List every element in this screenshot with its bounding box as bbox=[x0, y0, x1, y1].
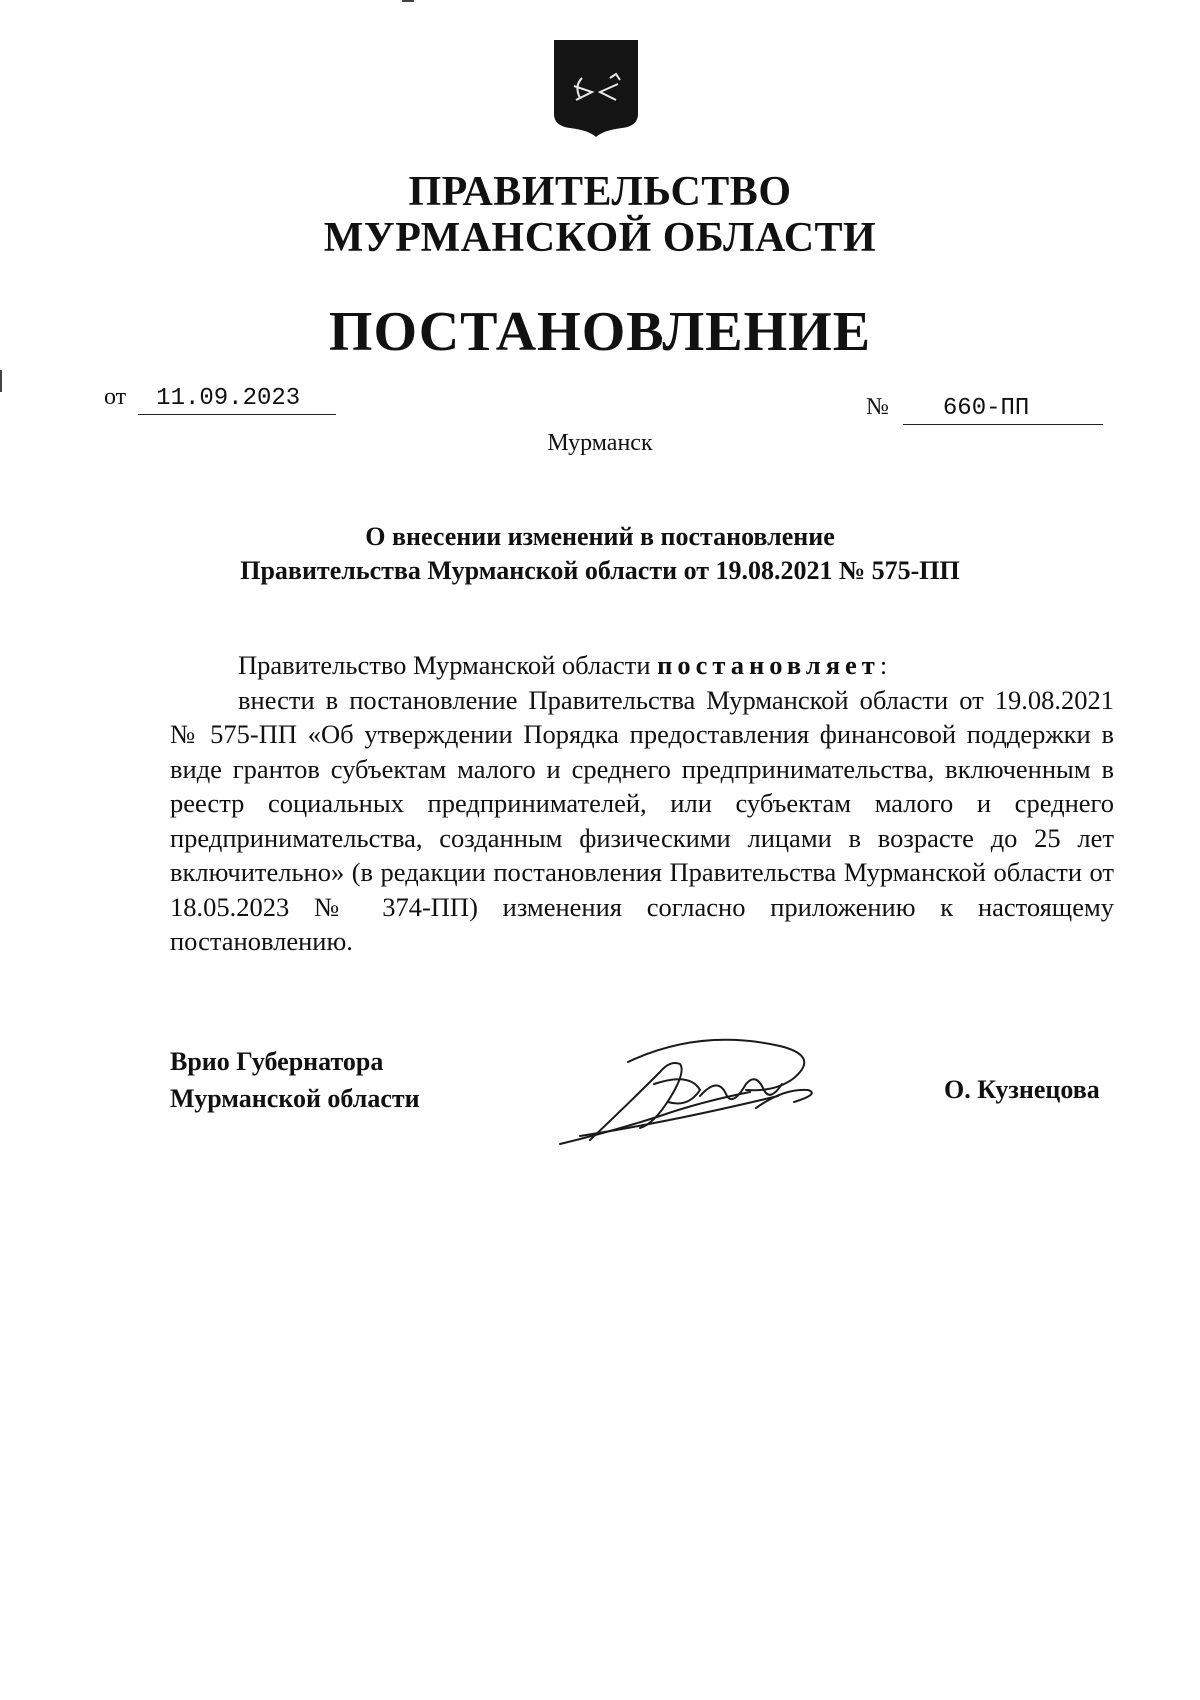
handwritten-signature-icon bbox=[550, 1032, 860, 1152]
number-prefix: № bbox=[866, 394, 889, 420]
scan-mark-top bbox=[402, 0, 414, 2]
document-subject bbox=[0, 520, 1200, 588]
decree-verb: постановляет bbox=[657, 650, 880, 680]
body-paragraph-2: внести в постановление Правительства Мурманской области от 19.08.2021 № 575-ПП «Об утверждении Порядка предоставления финансовой поддержки в виде грантов субъектам малого и среднего предпринимательства, включенным в реестр социальных предпринимателей, или субъектам малого и среднего предпринимательства, созданным физическими лицами в возрасте до 25 лет включительно» (в редакции постановления Правительства Мурманской области от 18.05.2023 № 374-ПП) изменения согласно приложению к настоящему постановлению. bbox=[170, 684, 1114, 956]
document-type-title: ПОСТАНОВЛЕНИЕ bbox=[328, 301, 872, 363]
position-line1: Врио Губернатора bbox=[170, 1047, 384, 1076]
government-name-line1: ПРАВИТЕЛЬСТВО bbox=[408, 169, 792, 215]
signatory-name: О. Кузнецова bbox=[944, 1075, 1100, 1104]
city: Мурманск bbox=[547, 430, 653, 456]
document-date: 11.09.2023 bbox=[138, 384, 336, 415]
coat-of-arms-icon bbox=[552, 38, 640, 138]
document-number: 660-ПП bbox=[903, 394, 1103, 425]
scan-mark-left bbox=[0, 370, 2, 392]
subject-line2: Правительства Мурманской области от 19.08.2021 № 575-ПП bbox=[240, 556, 960, 585]
body-paragraph-1 bbox=[170, 648, 1114, 683]
document-body bbox=[170, 648, 1114, 959]
subject-line1: О внесении изменений в постановление bbox=[365, 522, 835, 551]
signatory-position bbox=[170, 1043, 420, 1117]
decree-intro: Правительство Мурманской области bbox=[238, 650, 658, 680]
decree-colon: : bbox=[879, 650, 888, 680]
position-line2: Мурманской области bbox=[170, 1084, 420, 1113]
government-name-line2: МУРМАНСКОЙ ОБЛАСТИ bbox=[323, 215, 877, 261]
number-row bbox=[866, 394, 1103, 425]
date-row bbox=[104, 384, 336, 415]
date-prefix: от bbox=[104, 384, 127, 410]
